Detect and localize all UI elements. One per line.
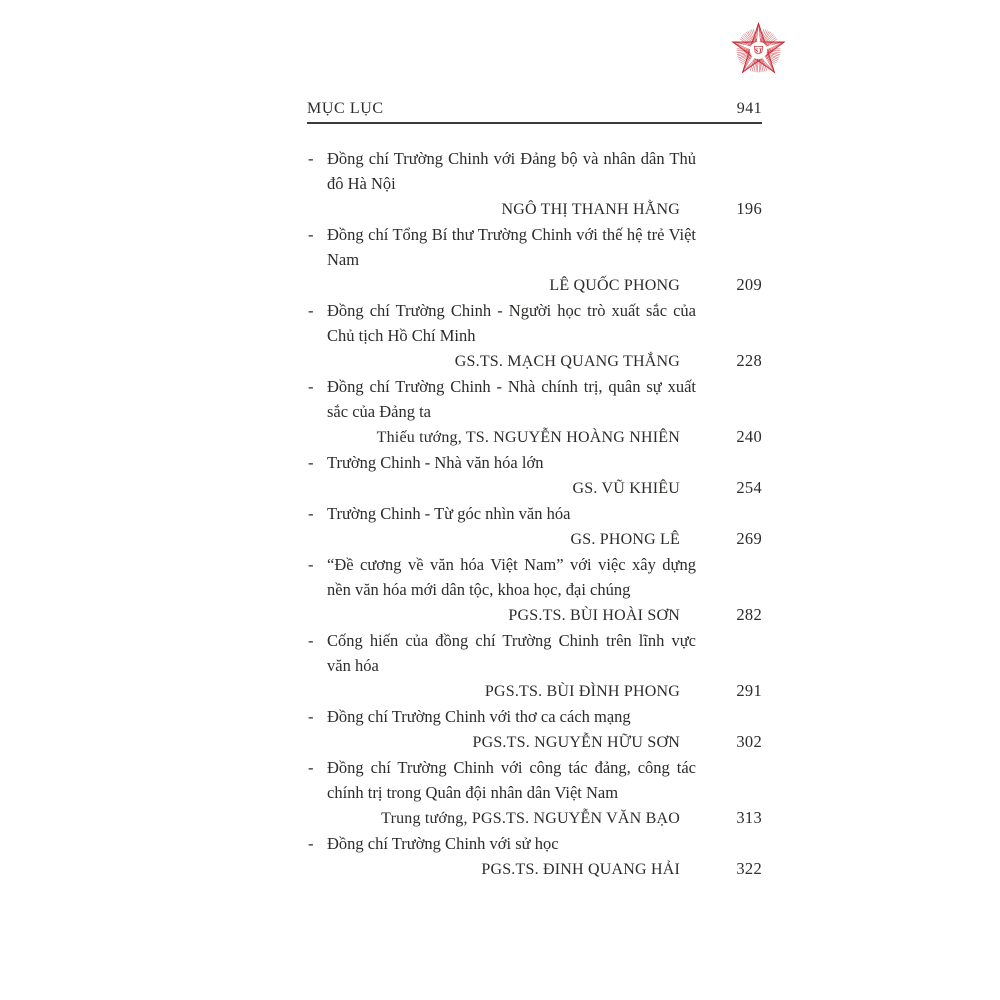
dash-marker: - bbox=[308, 504, 314, 523]
toc-entry bbox=[307, 146, 762, 222]
dash-marker: - bbox=[308, 631, 314, 650]
toc-entry bbox=[307, 704, 762, 755]
toc-entry-title-text: Đồng chí Trường Chinh - Người học trò xuất sắc của Chủ tịch Hồ Chí Minh bbox=[327, 301, 696, 345]
toc-entry-author: Thiếu tướng, TS. NGUYỄN HOÀNG NHIÊN bbox=[376, 429, 680, 446]
page-header bbox=[307, 100, 762, 124]
toc-entry-page-number: 282 bbox=[736, 605, 762, 624]
toc-entry-title-text: Trường Chinh - Nhà văn hóa lớn bbox=[327, 453, 544, 472]
toc-entry-author: GS. VŨ KHIÊU bbox=[572, 480, 680, 497]
toc-entry-page-number: 209 bbox=[736, 275, 762, 294]
toc-entry-byline bbox=[307, 526, 762, 552]
toc-entry-byline bbox=[307, 602, 762, 628]
toc-entry-page-number: 269 bbox=[736, 529, 762, 548]
dash-marker: - bbox=[308, 453, 314, 472]
dash-marker: - bbox=[308, 149, 314, 168]
toc-entry bbox=[307, 755, 762, 831]
toc-entry bbox=[307, 298, 762, 374]
toc-entry-title-text: Đồng chí Trường Chinh với công tác đảng, công tác chính trị trong Quân đội nhân dân Việt Nam bbox=[327, 758, 696, 802]
toc-entry-title-text: Trường Chinh - Từ góc nhìn văn hóa bbox=[327, 504, 571, 523]
toc-entry-page-number: 228 bbox=[736, 351, 762, 370]
dash-marker: - bbox=[308, 225, 314, 244]
toc-list bbox=[307, 146, 762, 882]
logo-monogram: ST bbox=[754, 47, 763, 55]
toc-entry-title-text: Đồng chí Tổng Bí thư Trường Chinh với thế hệ trẻ Việt Nam bbox=[327, 225, 696, 269]
toc-entry bbox=[307, 501, 762, 552]
toc-entry-title bbox=[307, 450, 696, 475]
toc-entry bbox=[307, 552, 762, 628]
toc-entry-byline bbox=[307, 729, 762, 755]
toc-entry-title bbox=[307, 222, 696, 272]
dash-marker: - bbox=[308, 301, 314, 320]
toc-entry-byline bbox=[307, 805, 762, 831]
toc-entry bbox=[307, 450, 762, 501]
toc-entry-title bbox=[307, 146, 696, 196]
toc-entry-author: PGS.TS. BÙI HOÀI SƠN bbox=[508, 607, 680, 624]
toc-entry-title-text: Đồng chí Trường Chinh với sử học bbox=[327, 834, 559, 853]
toc-entry-page-number: 196 bbox=[736, 199, 762, 218]
toc-entry-title bbox=[307, 552, 696, 602]
toc-entry bbox=[307, 374, 762, 450]
toc-entry-title bbox=[307, 501, 696, 526]
section-title: MỤC LỤC bbox=[307, 100, 384, 117]
dash-marker: - bbox=[308, 377, 314, 396]
toc-entry-page-number: 240 bbox=[736, 427, 762, 446]
toc-entry-author: PGS.TS. BÙI ĐÌNH PHONG bbox=[484, 683, 680, 700]
toc-entry-title bbox=[307, 298, 696, 348]
toc-entry-byline bbox=[307, 678, 762, 704]
toc-entry-byline bbox=[307, 196, 762, 222]
toc-entry-byline bbox=[307, 475, 762, 501]
toc-entry-title-text: Cống hiến của đồng chí Trường Chinh trên lĩnh vực văn hóa bbox=[327, 631, 696, 675]
dash-marker: - bbox=[308, 834, 314, 853]
toc-entry-author: GS. PHONG LÊ bbox=[570, 531, 680, 548]
toc-entry-page-number: 313 bbox=[736, 808, 762, 827]
toc-entry-author: GS.TS. MẠCH QUANG THẮNG bbox=[454, 353, 680, 370]
toc-entry bbox=[307, 831, 762, 882]
header-page-number: 941 bbox=[736, 100, 762, 117]
toc-entry-title bbox=[307, 374, 696, 424]
dash-marker: - bbox=[308, 707, 314, 726]
toc-entry-title bbox=[307, 831, 696, 856]
toc-entry bbox=[307, 222, 762, 298]
toc-entry-page-number: 322 bbox=[736, 859, 762, 878]
toc-entry-title-text: Đồng chí Trường Chinh với Đảng bộ và nhân dân Thủ đô Hà Nội bbox=[327, 149, 696, 193]
toc-entry-title-text: Đồng chí Trường Chinh - Nhà chính trị, quân sự xuất sắc của Đảng ta bbox=[327, 377, 696, 421]
toc-entry-byline bbox=[307, 424, 762, 450]
toc-entry-author: NGÔ THỊ THANH HẰNG bbox=[501, 201, 680, 218]
toc-entry-title bbox=[307, 628, 696, 678]
publisher-star-logo bbox=[728, 19, 789, 80]
toc-entry-title bbox=[307, 755, 696, 805]
dash-marker: - bbox=[308, 758, 314, 777]
toc-entry-title-text: “Đề cương về văn hóa Việt Nam” với việc xây dựng nền văn hóa mới dân tộc, khoa học, đại chúng bbox=[327, 555, 696, 599]
dash-marker: - bbox=[308, 555, 314, 574]
toc-entry-page-number: 254 bbox=[736, 478, 762, 497]
toc-entry-title bbox=[307, 704, 696, 729]
toc-entry-title-text: Đồng chí Trường Chinh với thơ ca cách mạng bbox=[327, 707, 631, 726]
toc-entry-author: LÊ QUỐC PHONG bbox=[549, 277, 680, 294]
toc-entry-page-number: 291 bbox=[736, 681, 762, 700]
toc-entry-author: PGS.TS. NGUYỄN HỮU SƠN bbox=[472, 734, 680, 751]
toc-entry bbox=[307, 628, 762, 704]
toc-entry-page-number: 302 bbox=[736, 732, 762, 751]
toc-entry-byline bbox=[307, 272, 762, 298]
toc-entry-author: Trung tướng, PGS.TS. NGUYỄN VĂN BẠO bbox=[381, 810, 680, 827]
toc-entry-byline bbox=[307, 856, 762, 882]
toc-entry-byline bbox=[307, 348, 762, 374]
toc-entry-author: PGS.TS. ĐINH QUANG HẢI bbox=[481, 861, 680, 878]
